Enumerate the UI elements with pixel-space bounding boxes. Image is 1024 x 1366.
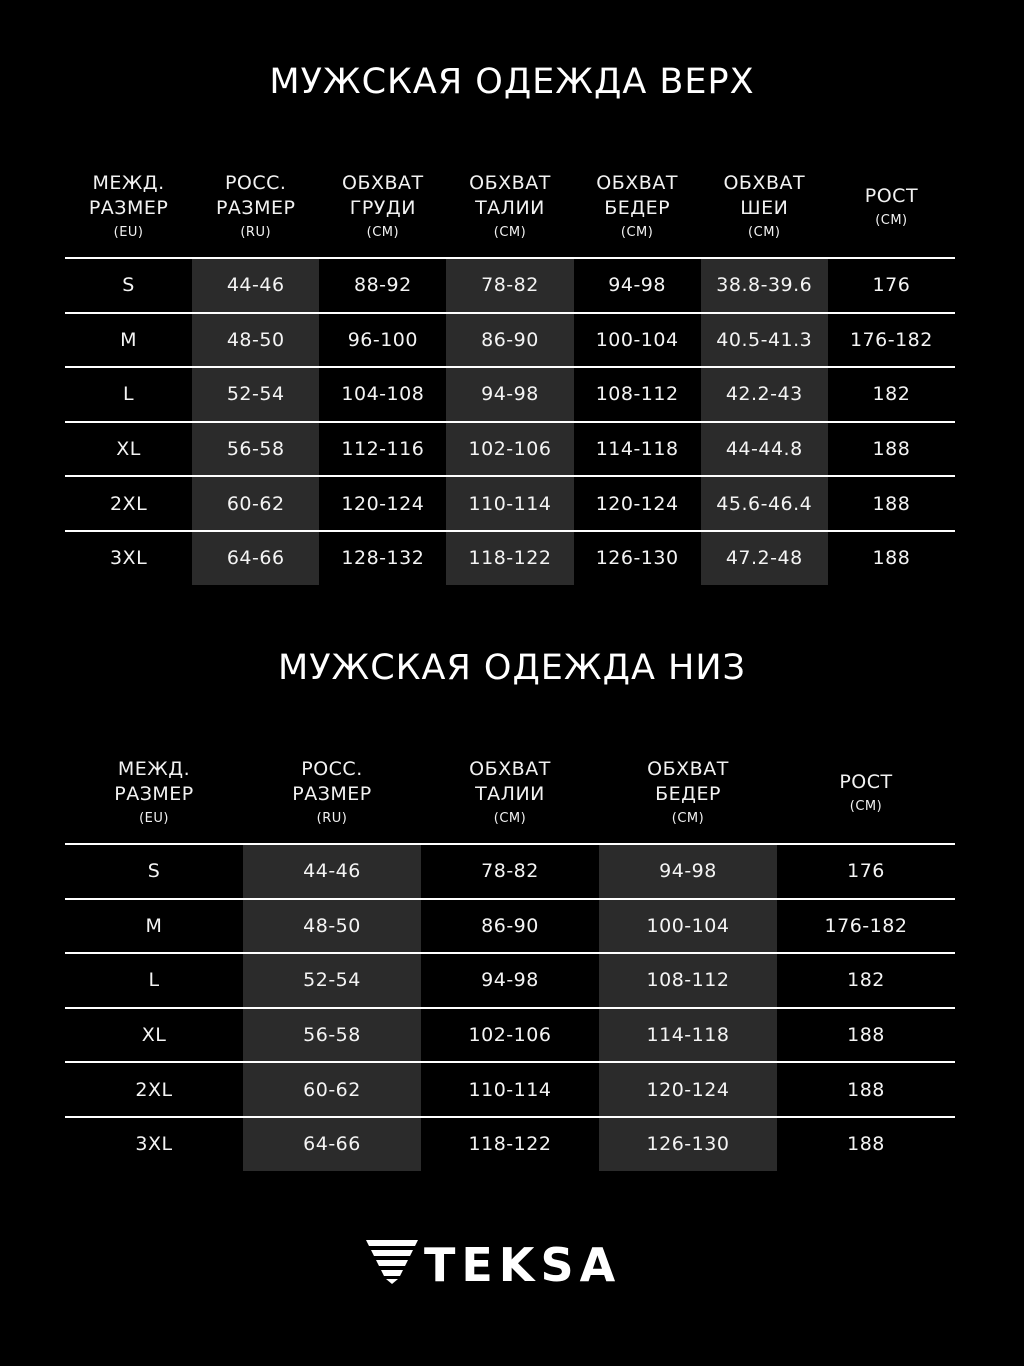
table-cell: 44-46 [192,259,319,312]
table-cell: M [120,328,138,351]
column-unit: (СМ) [671,811,705,826]
table-header [65,159,955,257]
table-cell: 64-66 [243,1118,421,1171]
table-row [65,952,955,1007]
table-cell: 56-58 [243,1009,421,1062]
table-row [65,530,955,585]
column-header-line: РОСС. [301,758,363,780]
table-cell: 48-50 [192,314,319,367]
table-cell: 3XL [109,547,148,570]
table-cell: 108-112 [595,383,679,406]
column-unit: (СМ) [849,798,883,814]
table-row [65,257,955,312]
table-cell: 64-66 [192,532,319,585]
table-cell: 188 [847,1024,885,1047]
table-cell: 114-118 [599,1009,777,1062]
column-header-line: ОБХВАТ [342,172,424,194]
column-unit: (СМ) [366,225,400,240]
column-header-line: РОСС. [224,172,287,194]
table-cell: 126-130 [599,1118,777,1171]
table-cell: L [148,969,160,992]
table-cell: 78-82 [446,259,573,312]
column-header-line: ОБХВАТ [469,758,551,780]
table-cell: 188 [872,492,911,515]
table-cell: 176 [847,860,885,883]
column-unit: (СМ) [748,225,781,240]
table-cell: 102-106 [446,423,573,476]
table-cell: 118-122 [446,532,573,585]
column-unit: (СМ) [493,225,527,240]
column-header-line: ТАЛИИ [475,197,545,219]
table-row [65,1061,955,1116]
column-header [599,757,777,831]
table-cell: 102-106 [468,1024,552,1047]
table-cell: 78-82 [481,860,539,883]
column-header [65,757,243,831]
top-table-title: МУЖСКАЯ ОДЕЖДА ВЕРХ [269,62,755,102]
table-row [65,366,955,421]
table-cell: 188 [872,547,911,570]
table-cell: 182 [872,383,911,406]
column-header [65,171,192,245]
table-cell: S [122,274,135,297]
column-header [243,757,421,831]
table-cell: 188 [847,1078,885,1101]
table-cell: S [147,860,161,883]
table-cell: 38.8-39.6 [701,259,828,312]
table-cell: 108-112 [599,954,777,1007]
chevron-stripes-icon [366,1240,418,1284]
table-cell: 176-182 [849,328,933,351]
column-unit: (RU) [240,225,272,240]
table-cell: 94-98 [608,274,666,297]
table-cell: 60-62 [192,477,319,530]
table-cell: 86-90 [446,314,573,367]
brand-name: TEKSA [424,1238,622,1292]
table-cell: 110-114 [446,477,573,530]
column-header [828,184,955,233]
table-cell: 52-54 [192,368,319,421]
table-cell: 2XL [135,1078,173,1101]
column-unit: (EU) [139,811,169,826]
table-cell: 56-58 [192,423,319,476]
column-header [777,770,955,819]
table-cell: 44-44.8 [701,423,828,476]
table-cell: 94-98 [599,845,777,898]
column-unit: (СМ) [875,212,908,228]
table-cell: XL [141,1024,167,1047]
table-header [65,745,955,843]
table-cell: 120-124 [341,492,425,515]
column-header-line: РОСТ [864,184,919,207]
table-cell: 100-104 [599,900,777,953]
table-row [65,1116,955,1171]
table-row [65,843,955,898]
table-cell: 48-50 [243,900,421,953]
table-cell: 52-54 [243,954,421,1007]
column-header [192,171,319,245]
table-cell: 94-98 [446,368,573,421]
table-cell: 176-182 [824,914,908,937]
table-cell: 182 [847,969,885,992]
table-cell: 118-122 [468,1133,552,1156]
table-cell: 104-108 [341,383,425,406]
column-header-line: ОБХВАТ [723,172,806,194]
table-cell: 110-114 [468,1078,552,1101]
column-header-line: ТАЛИИ [475,783,545,805]
table-cell: 42.2-43 [701,368,828,421]
table-cell: 176 [872,274,911,297]
column-header-line: РАЗМЕР [114,783,194,805]
table-cell: 86-90 [481,914,539,937]
column-header-line: ОБХВАТ [469,172,551,194]
table-cell: 60-62 [243,1063,421,1116]
table-row [65,475,955,530]
table-cell: 3XL [135,1133,173,1156]
table-cell: 44-46 [243,845,421,898]
table-cell: 40.5-41.3 [701,314,828,367]
column-header-line: ГРУДИ [349,197,416,219]
table-cell: 114-118 [595,438,679,461]
table-cell: 94-98 [481,969,539,992]
column-header-line: ШЕИ [740,197,789,219]
table-cell: 120-124 [599,1063,777,1116]
bottom-table-title: МУЖСКАЯ ОДЕЖДА НИЗ [278,648,746,688]
table-cell: 128-132 [341,547,425,570]
table-cell: 188 [872,438,911,461]
table-cell: 126-130 [595,547,679,570]
size-table-bottom [65,745,955,1171]
table-row [65,1007,955,1062]
column-header [574,171,701,245]
table-cell: XL [116,438,141,461]
column-header-line: РАЗМЕР [215,197,296,219]
size-table-top [65,159,955,585]
brand-logo [366,1240,666,1290]
column-unit: (RU) [316,811,348,826]
column-unit: (СМ) [493,811,527,826]
column-header-line: РАЗМЕР [88,197,169,219]
table-row [65,421,955,476]
column-header-line: БЕДЕР [655,783,721,805]
table-row [65,898,955,953]
column-header-line: РОСТ [839,770,893,793]
column-header-line: МЕЖД. [117,758,191,780]
column-header-line: БЕДЕР [604,197,671,219]
table-cell: L [123,383,135,406]
table-cell: 120-124 [595,492,679,515]
table-cell: 45.6-46.4 [701,477,828,530]
table-cell: 100-104 [595,328,679,351]
table-cell: 112-116 [341,438,425,461]
table-cell: 2XL [109,492,148,515]
column-unit: (СМ) [620,225,654,240]
column-header-line: ОБХВАТ [647,758,729,780]
column-header-line: РАЗМЕР [292,783,372,805]
column-unit: (EU) [113,225,144,240]
table-cell: 96-100 [347,328,418,351]
table-cell: 47.2-48 [701,532,828,585]
column-header-line: ОБХВАТ [596,172,678,194]
column-header [701,171,828,245]
column-header [446,171,573,245]
column-header-line: МЕЖД. [92,172,165,194]
table-cell: M [145,914,163,937]
column-header [421,757,599,831]
table-row [65,312,955,367]
table-cell: 188 [847,1133,885,1156]
table-cell: 88-92 [353,274,412,297]
column-header [319,171,446,245]
